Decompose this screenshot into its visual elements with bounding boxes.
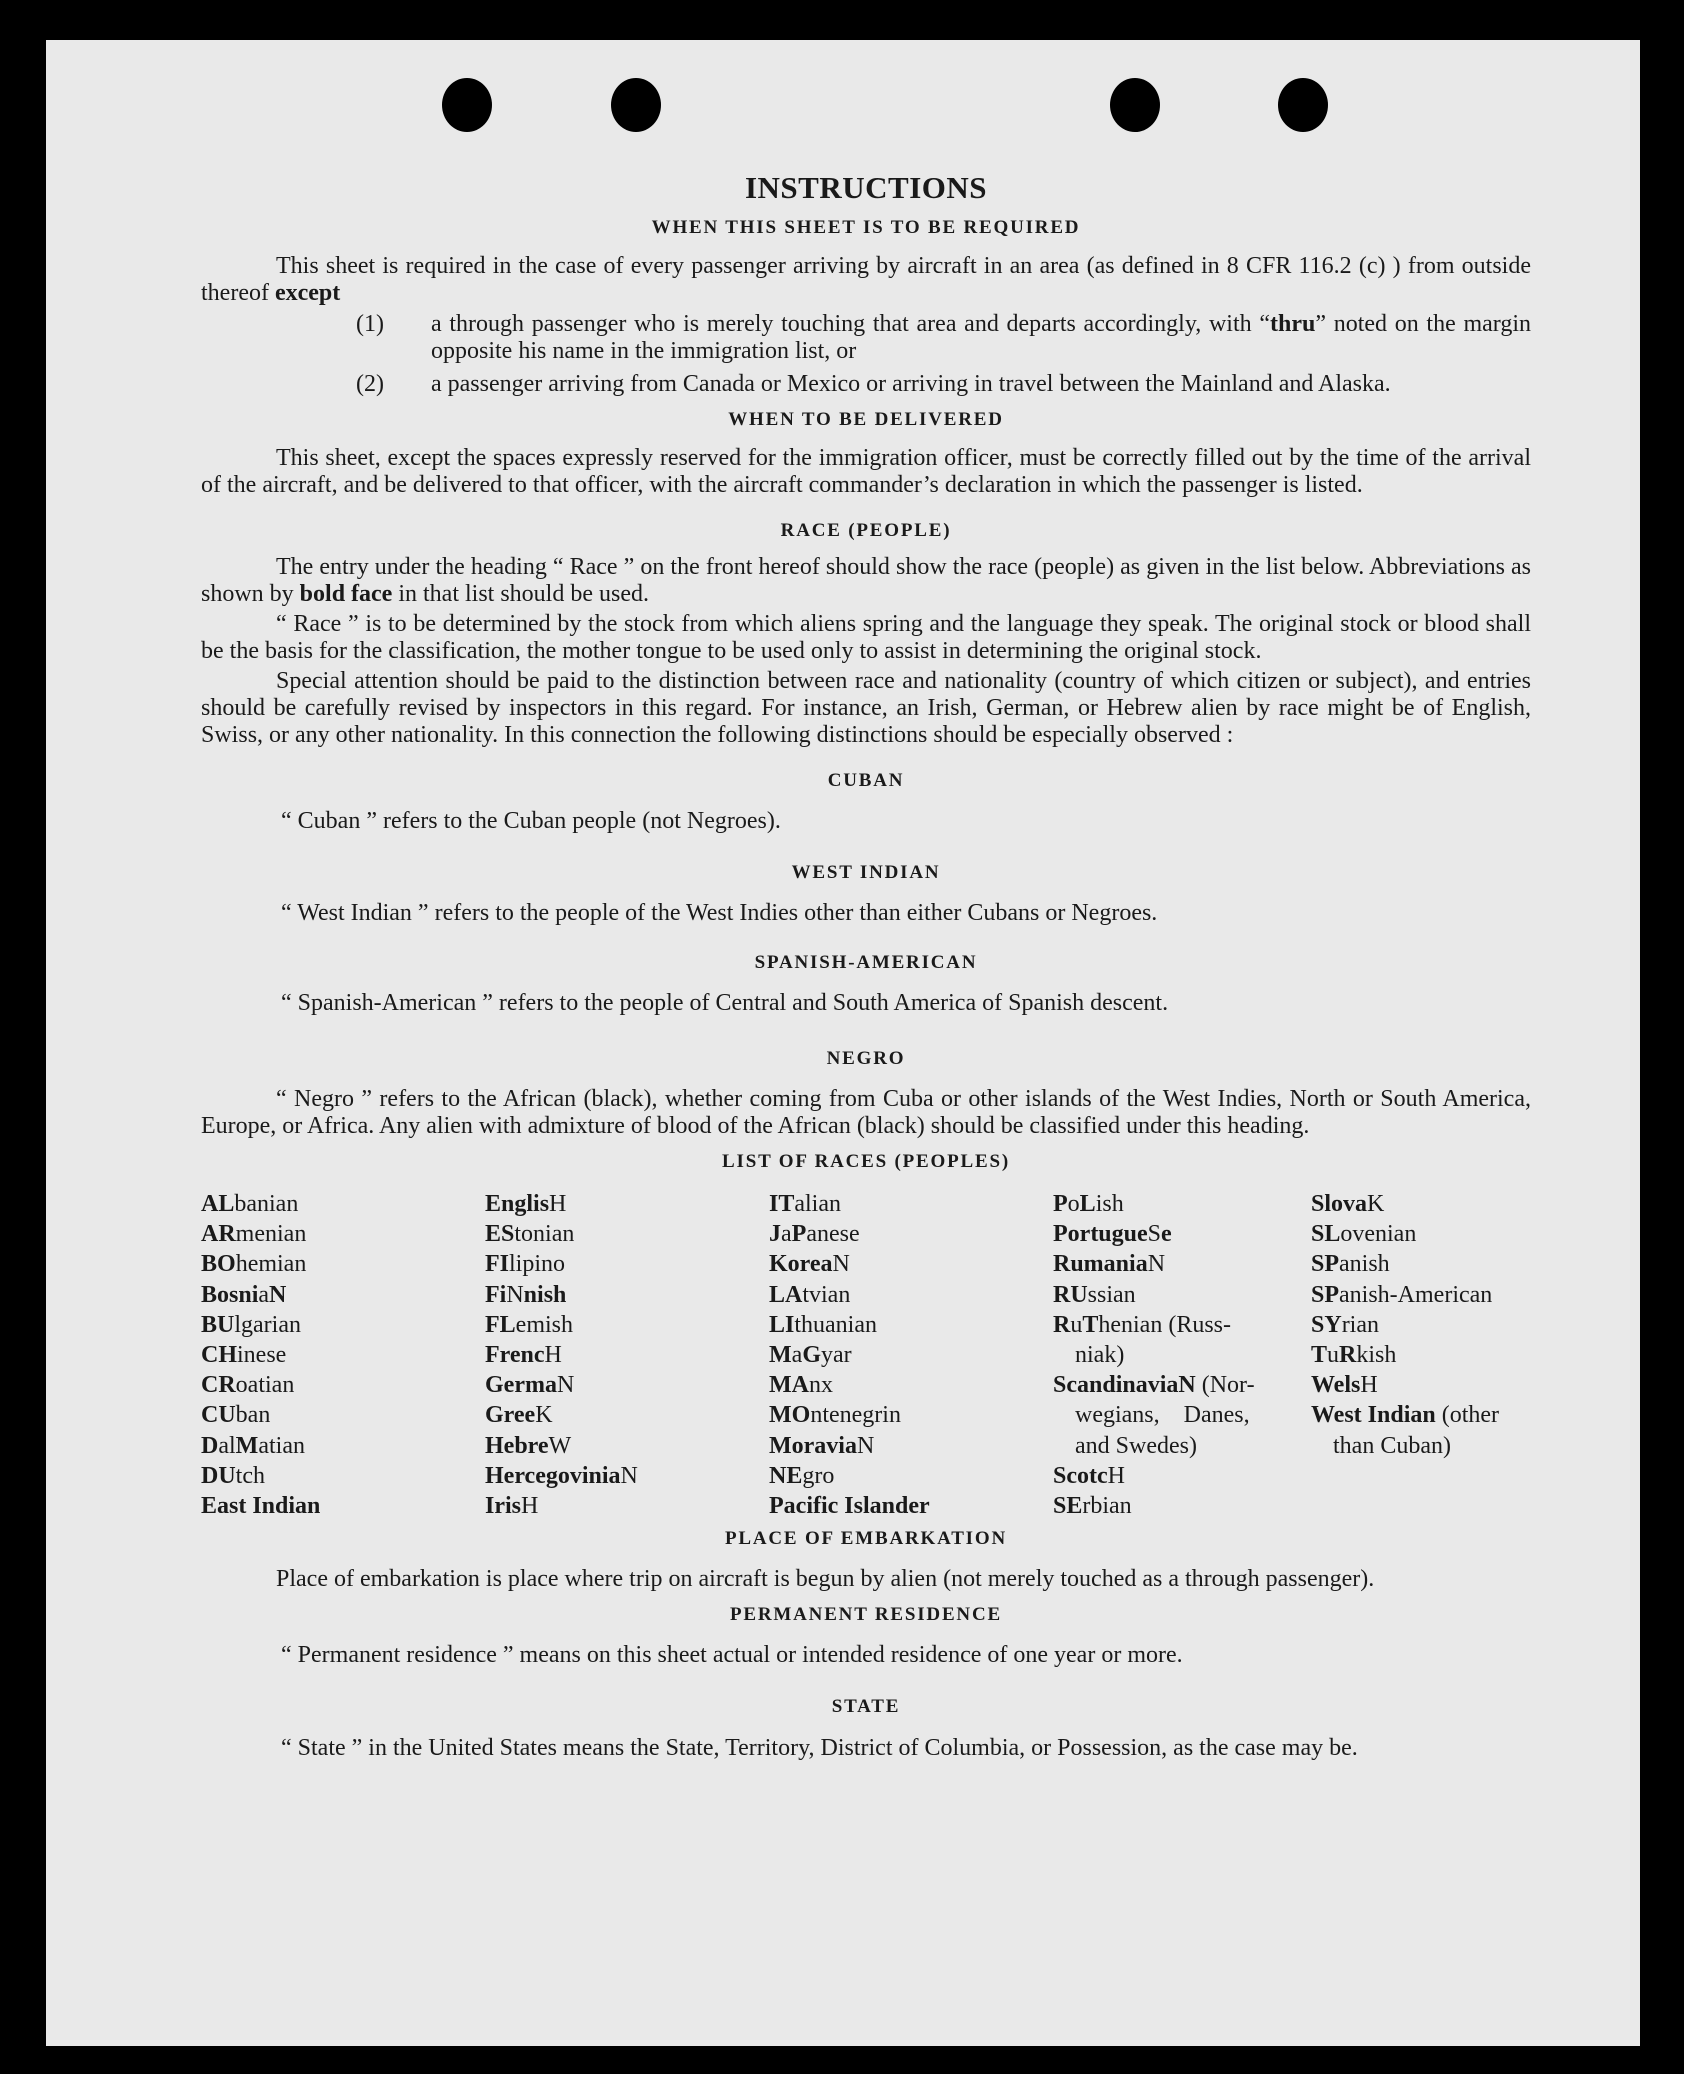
race-entry: GermaN: [485, 1372, 575, 1399]
race-entry: FIlipino: [485, 1251, 566, 1278]
race-column-3: [769, 1189, 1035, 1521]
punch-hole: [442, 78, 492, 132]
state-text: “ State ” in the United States means the State, Territory, District of Columbia, or Possession, as the case may be.: [281, 1735, 1358, 1762]
race-entry: RUssian: [1053, 1281, 1136, 1308]
race-entry: SPanish: [1311, 1251, 1390, 1278]
race-entry: ALbanian: [201, 1191, 299, 1217]
race-entry: Pacific Islander: [769, 1493, 930, 1520]
race-entry: DalMatian: [201, 1432, 305, 1459]
race-entry-continued: wegians, Danes,: [1075, 1402, 1250, 1429]
section-heading-required: WHEN THIS SHEET IS TO BE REQUIRED: [651, 217, 1081, 238]
race-entry: CRoatian: [201, 1372, 295, 1399]
punch-hole: [1110, 78, 1160, 132]
race-entry: EStonian: [485, 1221, 575, 1248]
negro-text: “ Negro ” refers to the African (black), whether coming from Cuba or other islands of the West Indies, North or South America, Europe, or Africa. Any alien with admixture of blood of the African (black) should be classified under this heading.: [201, 1086, 1531, 1139]
race-entry: EnglisH: [485, 1191, 567, 1217]
race-entry: SErbian: [1053, 1493, 1132, 1520]
race-entry: FiNnish: [485, 1281, 567, 1308]
race-entry: CUban: [201, 1402, 271, 1429]
race-entry: ARmenian: [201, 1221, 307, 1248]
race-paragraph-2: “ Race ” is to be determined by the stock from which aliens spring and the language they speak. The original stock or blood shall be the basis for the classification, the mother tongue to be used only to assist in determining the original stock.: [201, 611, 1531, 664]
race-entry: BOhemian: [201, 1251, 307, 1278]
section-heading-spanish-american: SPANISH-AMERICAN: [754, 952, 978, 973]
required-intro: This sheet is required in the case of every passenger arriving by aircraft in an area (as defined in 8 CFR 116.2 (c) ) from outside thereof except: [201, 253, 1531, 306]
section-heading-state: STATE: [831, 1696, 901, 1718]
race-entry: MOntenegrin: [769, 1402, 901, 1429]
race-entry: TuRkish: [1311, 1342, 1397, 1369]
delivered-text: This sheet, except the spaces expressly reserved for the immigration officer, must be correctly filled out by the time of the arrival of the aircraft, and be delivered to that officer, with the aircraft commander’s declaration in which the passenger is listed.: [201, 445, 1531, 498]
race-entry: LAtvian: [769, 1281, 851, 1308]
document-content: [201, 168, 1531, 1765]
race-entry: RuThenian (Russ-: [1053, 1311, 1232, 1338]
race-entry: SLovenian: [1311, 1221, 1417, 1248]
race-entry: SYrian: [1311, 1311, 1379, 1338]
race-entry: IrisH: [485, 1493, 539, 1520]
race-column-2: [485, 1189, 751, 1521]
race-entry: SPanish-American: [1311, 1281, 1493, 1308]
race-entry-continued: and Swedes): [1075, 1432, 1197, 1459]
race-entry: BosniaN: [201, 1281, 287, 1308]
race-entry: HebreW: [485, 1432, 572, 1459]
punch-hole: [611, 78, 661, 132]
section-heading-embarkation: PLACE OF EMBARKATION: [725, 1528, 1007, 1550]
race-entry: PoLish: [1053, 1191, 1124, 1217]
race-entry: West Indian (other: [1311, 1402, 1500, 1429]
race-entry: HercegoviniaN: [485, 1462, 638, 1489]
spanish-american-text: “ Spanish-American ” refers to the people of Central and South America of Spanish descent.: [281, 990, 1169, 1016]
race-paragraph-3: Special attention should be paid to the distinction between race and nationality (country of which citizen or subject), and entries should be carefully revised by inspectors in this regard. For instance, an Irish, German, or Hebrew alien by race might be of English, Swiss, or any other nationality. In this connection the following distinctions should be especially observed :: [201, 668, 1531, 748]
race-entry: BUlgarian: [201, 1311, 301, 1338]
race-column-5: [1311, 1189, 1531, 1521]
race-entry: PortugueSe: [1053, 1221, 1172, 1248]
document-sheet: [46, 40, 1640, 2046]
section-heading-west-indian: WEST INDIAN: [791, 862, 941, 883]
residence-text: “ Permanent residence ” means on this sheet actual or intended residence of one year or more.: [281, 1642, 1183, 1669]
race-entry: FrencH: [485, 1342, 562, 1369]
race-entry: LIthuanian: [769, 1311, 877, 1338]
punch-hole: [1278, 78, 1328, 132]
race-entry: KoreaN: [769, 1251, 850, 1278]
race-column-4: [1053, 1189, 1293, 1521]
race-entry: MoraviaN: [769, 1432, 875, 1459]
race-entry: FLemish: [485, 1311, 573, 1338]
section-heading-negro: NEGRO: [826, 1048, 906, 1069]
exception-item-2: (2) a passenger arriving from Canada or Mexico or arriving in travel between the Mainland and Alaska.: [356, 371, 1391, 397]
embarkation-text: Place of embarkation is place where trip on aircraft is begun by alien (not merely touched as a through passenger).: [276, 1566, 1375, 1593]
race-entry: CHinese: [201, 1342, 287, 1369]
race-paragraph-1: The entry under the heading “ Race ” on the front hereof should show the race (people) as given in the list below. Abbreviations as shown by bold face in that list should be used.: [201, 554, 1531, 607]
section-heading-delivered: WHEN TO BE DELIVERED: [728, 409, 1004, 430]
race-column-1: [201, 1189, 467, 1521]
race-entry-continued: than Cuban): [1333, 1432, 1451, 1459]
race-entry: WelsH: [1311, 1372, 1378, 1399]
race-entry: East Indian: [201, 1493, 321, 1520]
race-entry: ITalian: [769, 1191, 841, 1217]
race-list: [201, 1189, 1531, 1521]
section-heading-cuban: CUBAN: [827, 770, 905, 791]
race-entry: ScotcH: [1053, 1462, 1125, 1489]
race-entry: DUtch: [201, 1462, 265, 1489]
race-entry: SlovaK: [1311, 1191, 1385, 1217]
race-entry: MaGyar: [769, 1342, 852, 1369]
race-entry: GreeK: [485, 1402, 553, 1429]
race-entry-continued: niak): [1075, 1342, 1125, 1369]
page-title: INSTRUCTIONS: [744, 170, 987, 205]
race-entry: NEgro: [769, 1462, 835, 1489]
race-entry: JaPanese: [769, 1221, 860, 1248]
race-entry: MAnx: [769, 1372, 833, 1399]
race-entry: ScandinaviaN (Nor-: [1053, 1372, 1255, 1399]
race-entry: RumaniaN: [1053, 1251, 1166, 1278]
list-of-races-heading: LIST OF RACES (PEOPLES): [722, 1151, 1010, 1172]
section-heading-residence: PERMANENT RESIDENCE: [730, 1604, 1002, 1626]
cuban-text: “ Cuban ” refers to the Cuban people (not Negroes).: [281, 808, 781, 834]
section-heading-race: RACE (PEOPLE): [780, 520, 952, 541]
west-indian-text: “ West Indian ” refers to the people of the West Indies other than either Cubans or Negroes.: [281, 900, 1158, 926]
exception-item-1: (1) a through passenger who is merely touching that area and departs accordingly, with “thru” noted on the margin opposite his name in the immigration list, or: [356, 311, 1531, 364]
